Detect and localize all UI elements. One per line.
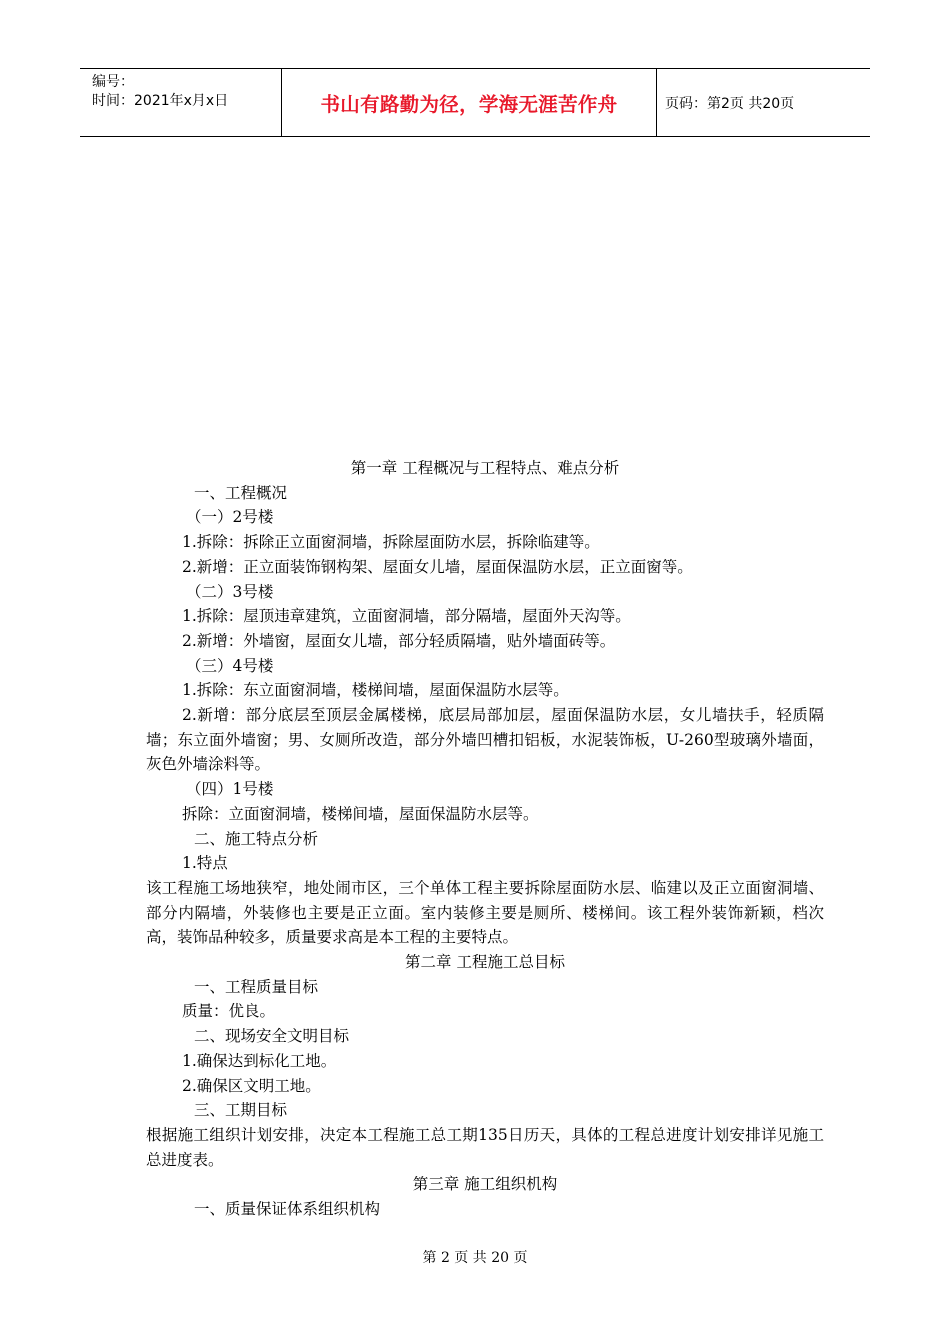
paragraph: 该工程施工场地狭窄，地处闹市区，三个单体工程主要拆除屋面防水层、临建以及正立面窗洞墙、部分内隔墙，外装修也主要是正立面。室内装修主要是厕所、楼梯间。该工程外装饰新颖，档次高，装饰品种较多，质量要求高是本工程的主要特点。	[146, 878, 824, 947]
paragraph: 1.拆除：拆除正立面窗洞墙，拆除屋面防水层，拆除临建等。	[182, 533, 600, 552]
page-footer: 第 2 页 共 20 页	[422, 1250, 528, 1266]
paragraph: 2.新增：外墙窗，屋面女儿墙，部分轻质隔墙，贴外墙面砖等。	[182, 631, 616, 650]
section-heading: 二、施工特点分析	[194, 829, 319, 848]
paragraph: 2.新增：部分底层至顶层金属楼梯，底层局部加层，屋面保温防水层，女儿墙扶手，轻质隔墙；东立面外墙窗；男、女厕所改造，部分外墙凹槽扣铝板，水泥装饰板，U-260型玻璃外墙面，灰色外墙涂料等。	[146, 706, 824, 774]
paragraph: 1.确保达到标化工地。	[182, 1051, 337, 1070]
paragraph: 2.新增：正立面装饰钢构架、屋面女儿墙，屋面保温防水层，正立面窗等。	[182, 557, 693, 576]
paragraph: 根据施工组织计划安排，决定本工程施工总工期135日历天，具体的工程总进度计划安排详见施工总进度表。	[146, 1125, 824, 1169]
sub-heading: （三）4号楼	[186, 656, 274, 675]
sub-heading: （二）3号楼	[186, 582, 274, 601]
header-meta	[80, 69, 282, 136]
paragraph: 2.确保区文明工地。	[182, 1076, 321, 1095]
number-label: 编号：	[92, 74, 134, 90]
paragraph: 1.拆除：东立面窗洞墙，楼梯间墙，屋面保温防水层等。	[182, 681, 569, 700]
page-info: 页码：第2页 共20页	[665, 95, 795, 112]
page-header	[80, 68, 870, 137]
paragraph: 拆除：立面窗洞墙，楼梯间墙，屋面保温防水层等。	[182, 804, 539, 823]
paragraph: 1.拆除：屋顶违章建筑，立面窗洞墙，部分隔墙，屋面外天沟等。	[182, 607, 631, 626]
time-label: 时间：2021年x月x日	[92, 93, 229, 109]
section-heading: 三、工期目标	[194, 1101, 288, 1120]
sub-heading: 1.特点	[182, 854, 228, 873]
sub-heading: （四）1号楼	[186, 780, 274, 799]
section-heading: 一、质量保证体系组织机构	[194, 1200, 381, 1219]
chapter-2-title: 第二章 工程施工总目标	[405, 953, 565, 972]
chapter-3-title: 第三章 施工组织机构	[412, 1175, 558, 1194]
section-heading: 一、工程质量目标	[194, 977, 319, 996]
section-heading: 二、现场安全文明目标	[194, 1027, 350, 1046]
motto: 书山有路勤为径，学海无涯苦作舟	[282, 69, 657, 136]
sub-heading: （一）2号楼	[186, 508, 274, 527]
document-body	[146, 456, 824, 1222]
section-heading: 一、工程概况	[194, 483, 288, 502]
paragraph: 质量：优良。	[182, 1002, 276, 1021]
chapter-1-title: 第一章 工程概况与工程特点、难点分析	[350, 459, 620, 477]
